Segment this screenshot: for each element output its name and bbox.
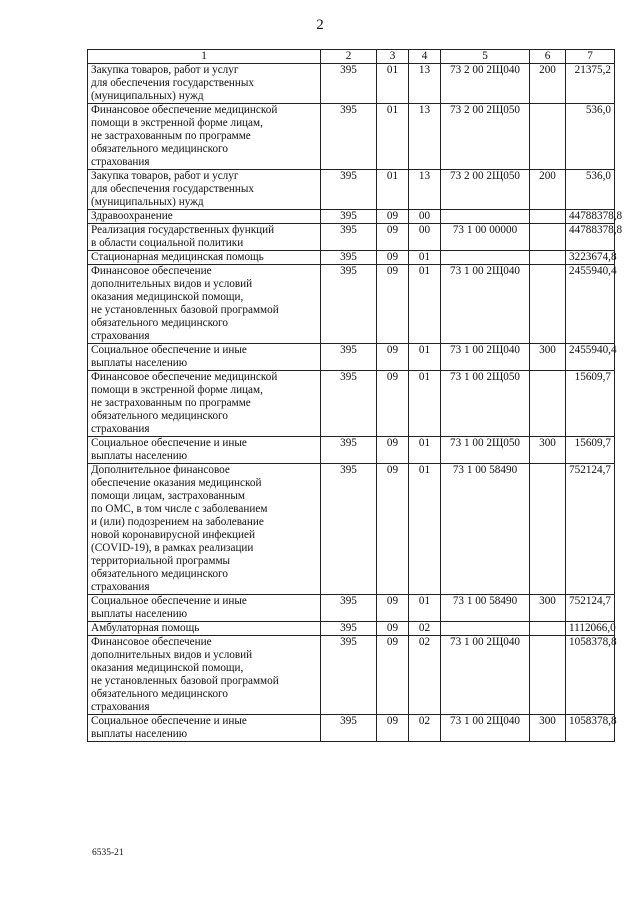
- subsection-code-cell: 01: [409, 595, 441, 622]
- section-code-cell: 09: [377, 636, 409, 715]
- table-row: [88, 636, 615, 715]
- expense-type-cell: [530, 636, 566, 715]
- target-article-cell: 73 1 00 2Щ050: [441, 437, 530, 464]
- amount-cell: 1058378,8: [566, 715, 615, 742]
- subsection-code-cell: 01: [409, 251, 441, 265]
- expense-type-cell: [530, 104, 566, 170]
- table-header-row: [88, 50, 615, 64]
- ministry-code-cell: 395: [321, 715, 377, 742]
- target-article-cell: 73 2 00 2Щ050: [441, 104, 530, 170]
- amount-cell: 2455940,4: [566, 344, 615, 371]
- row-name-cell: Стационарная медицинская помощь: [88, 251, 321, 265]
- subsection-code-cell: 01: [409, 265, 441, 344]
- section-code-cell: 09: [377, 265, 409, 344]
- expense-type-cell: 300: [530, 595, 566, 622]
- target-article-cell: 73 1 00 58490: [441, 595, 530, 622]
- section-code-cell: 01: [377, 104, 409, 170]
- amount-cell: 15609,7: [566, 371, 615, 437]
- expense-type-cell: 200: [530, 170, 566, 210]
- table-row: [88, 210, 615, 224]
- table-row: [88, 622, 615, 636]
- ministry-code-cell: 395: [321, 104, 377, 170]
- table-row: [88, 464, 615, 595]
- row-name-cell: Закупка товаров, работ и услуг для обеспечения государственных (муниципальных) нужд: [88, 170, 321, 210]
- amount-cell: 1058378,8: [566, 636, 615, 715]
- section-code-cell: 09: [377, 224, 409, 251]
- amount-cell: 15609,7: [566, 437, 615, 464]
- subsection-code-cell: 00: [409, 210, 441, 224]
- ministry-code-cell: 395: [321, 64, 377, 104]
- subsection-code-cell: 13: [409, 64, 441, 104]
- ministry-code-cell: 395: [321, 437, 377, 464]
- expense-type-cell: [530, 622, 566, 636]
- expense-type-cell: [530, 464, 566, 595]
- row-name-cell: Здравоохранение: [88, 210, 321, 224]
- row-name-cell: Финансовое обеспечение дополнительных видов и условий оказания медицинской помощи, не установленных базовой программой обязательного медицинского страхования: [88, 265, 321, 344]
- expense-type-cell: [530, 251, 566, 265]
- target-article-cell: 73 1 00 2Щ040: [441, 344, 530, 371]
- section-code-cell: 09: [377, 464, 409, 595]
- subsection-code-cell: 02: [409, 636, 441, 715]
- header-cell: 2: [321, 50, 377, 64]
- expense-type-cell: 200: [530, 64, 566, 104]
- subsection-code-cell: 13: [409, 170, 441, 210]
- target-article-cell: 73 2 00 2Щ050: [441, 170, 530, 210]
- table-row: [88, 64, 615, 104]
- subsection-code-cell: 13: [409, 104, 441, 170]
- section-code-cell: 09: [377, 371, 409, 437]
- amount-cell: 44788378,8: [566, 224, 615, 251]
- header-cell: 3: [377, 50, 409, 64]
- target-article-cell: 73 1 00 2Щ050: [441, 371, 530, 437]
- table-row: [88, 344, 615, 371]
- subsection-code-cell: 02: [409, 715, 441, 742]
- row-name-cell: Финансовое обеспечение медицинской помощи в экстренной форме лицам, не застрахованным по программе обязательного медицинского страхования: [88, 104, 321, 170]
- row-name-cell: Социальное обеспечение и иные выплаты населению: [88, 595, 321, 622]
- page-number: 2: [316, 17, 324, 33]
- subsection-code-cell: 01: [409, 437, 441, 464]
- amount-cell: 1112066,0: [566, 622, 615, 636]
- expense-type-cell: [530, 265, 566, 344]
- section-code-cell: 09: [377, 251, 409, 265]
- target-article-cell: 73 1 00 00000: [441, 224, 530, 251]
- header-cell: 1: [88, 50, 321, 64]
- section-code-cell: 09: [377, 715, 409, 742]
- row-name-cell: Финансовое обеспечение дополнительных видов и условий оказания медицинской помощи, не установленных базовой программой обязательного медицинского страхования: [88, 636, 321, 715]
- section-code-cell: 09: [377, 595, 409, 622]
- section-code-cell: 09: [377, 210, 409, 224]
- section-code-cell: 09: [377, 344, 409, 371]
- section-code-cell: 09: [377, 437, 409, 464]
- expense-type-cell: [530, 210, 566, 224]
- row-name-cell: Финансовое обеспечение медицинской помощи в экстренной форме лицам, не застрахованным по программе обязательного медицинского страхования: [88, 371, 321, 437]
- target-article-cell: 73 2 00 2Щ040: [441, 64, 530, 104]
- table-row: [88, 224, 615, 251]
- target-article-cell: 73 1 00 2Щ040: [441, 715, 530, 742]
- table-row: [88, 715, 615, 742]
- ministry-code-cell: 395: [321, 622, 377, 636]
- header-cell: 4: [409, 50, 441, 64]
- table-row: [88, 437, 615, 464]
- section-code-cell: 01: [377, 170, 409, 210]
- target-article-cell: [441, 251, 530, 265]
- ministry-code-cell: 395: [321, 265, 377, 344]
- target-article-cell: 73 1 00 2Щ040: [441, 636, 530, 715]
- section-code-cell: 09: [377, 622, 409, 636]
- ministry-code-cell: 395: [321, 636, 377, 715]
- target-article-cell: [441, 210, 530, 224]
- ministry-code-cell: 395: [321, 371, 377, 437]
- header-cell: 6: [530, 50, 566, 64]
- expense-type-cell: [530, 371, 566, 437]
- row-name-cell: Амбулаторная помощь: [88, 622, 321, 636]
- amount-cell: 21375,2: [566, 64, 615, 104]
- header-cell: 7: [566, 50, 615, 64]
- table-row: [88, 371, 615, 437]
- amount-cell: 3223674,8: [566, 251, 615, 265]
- expense-type-cell: 300: [530, 437, 566, 464]
- row-name-cell: Социальное обеспечение и иные выплаты населению: [88, 437, 321, 464]
- ministry-code-cell: 395: [321, 595, 377, 622]
- ministry-code-cell: 395: [321, 224, 377, 251]
- row-name-cell: Закупка товаров, работ и услуг для обеспечения государственных (муниципальных) нужд: [88, 64, 321, 104]
- subsection-code-cell: 01: [409, 464, 441, 595]
- row-name-cell: Дополнительное финансовое обеспечение оказания медицинской помощи лицам, застрахованным по ОМС, в том числе с заболеванием и (или) подозрением на заболевание новой коронавирусной инфекцией (COVID-19), в рамках реализации территориальной программы обязательного медицинского страхования: [88, 464, 321, 595]
- subsection-code-cell: 01: [409, 371, 441, 437]
- amount-cell: 536,0: [566, 104, 615, 170]
- row-name-cell: Социальное обеспечение и иные выплаты населению: [88, 344, 321, 371]
- row-name-cell: Реализация государственных функций в области социальной политики: [88, 224, 321, 251]
- header-cell: 5: [441, 50, 530, 64]
- table-row: [88, 104, 615, 170]
- subsection-code-cell: 00: [409, 224, 441, 251]
- table-row: [88, 251, 615, 265]
- section-code-cell: 01: [377, 64, 409, 104]
- table-row: [88, 170, 615, 210]
- expense-type-cell: [530, 224, 566, 251]
- target-article-cell: [441, 622, 530, 636]
- amount-cell: 752124,7: [566, 464, 615, 595]
- amount-cell: 536,0: [566, 170, 615, 210]
- amount-cell: 752124,7: [566, 595, 615, 622]
- amount-cell: 44788378,8: [566, 210, 615, 224]
- expense-type-cell: 300: [530, 715, 566, 742]
- ministry-code-cell: 395: [321, 464, 377, 595]
- ministry-code-cell: 395: [321, 251, 377, 265]
- target-article-cell: 73 1 00 58490: [441, 464, 530, 595]
- subsection-code-cell: 01: [409, 344, 441, 371]
- expense-type-cell: 300: [530, 344, 566, 371]
- row-name-cell: Социальное обеспечение и иные выплаты населению: [88, 715, 321, 742]
- ministry-code-cell: 395: [321, 170, 377, 210]
- ministry-code-cell: 395: [321, 344, 377, 371]
- amount-cell: 2455940,4: [566, 265, 615, 344]
- document-code: 6535-21: [92, 848, 124, 858]
- subsection-code-cell: 02: [409, 622, 441, 636]
- ministry-code-cell: 395: [321, 210, 377, 224]
- table-row: [88, 265, 615, 344]
- budget-table: [87, 49, 623, 742]
- target-article-cell: 73 1 00 2Щ040: [441, 265, 530, 344]
- table-row: [88, 595, 615, 622]
